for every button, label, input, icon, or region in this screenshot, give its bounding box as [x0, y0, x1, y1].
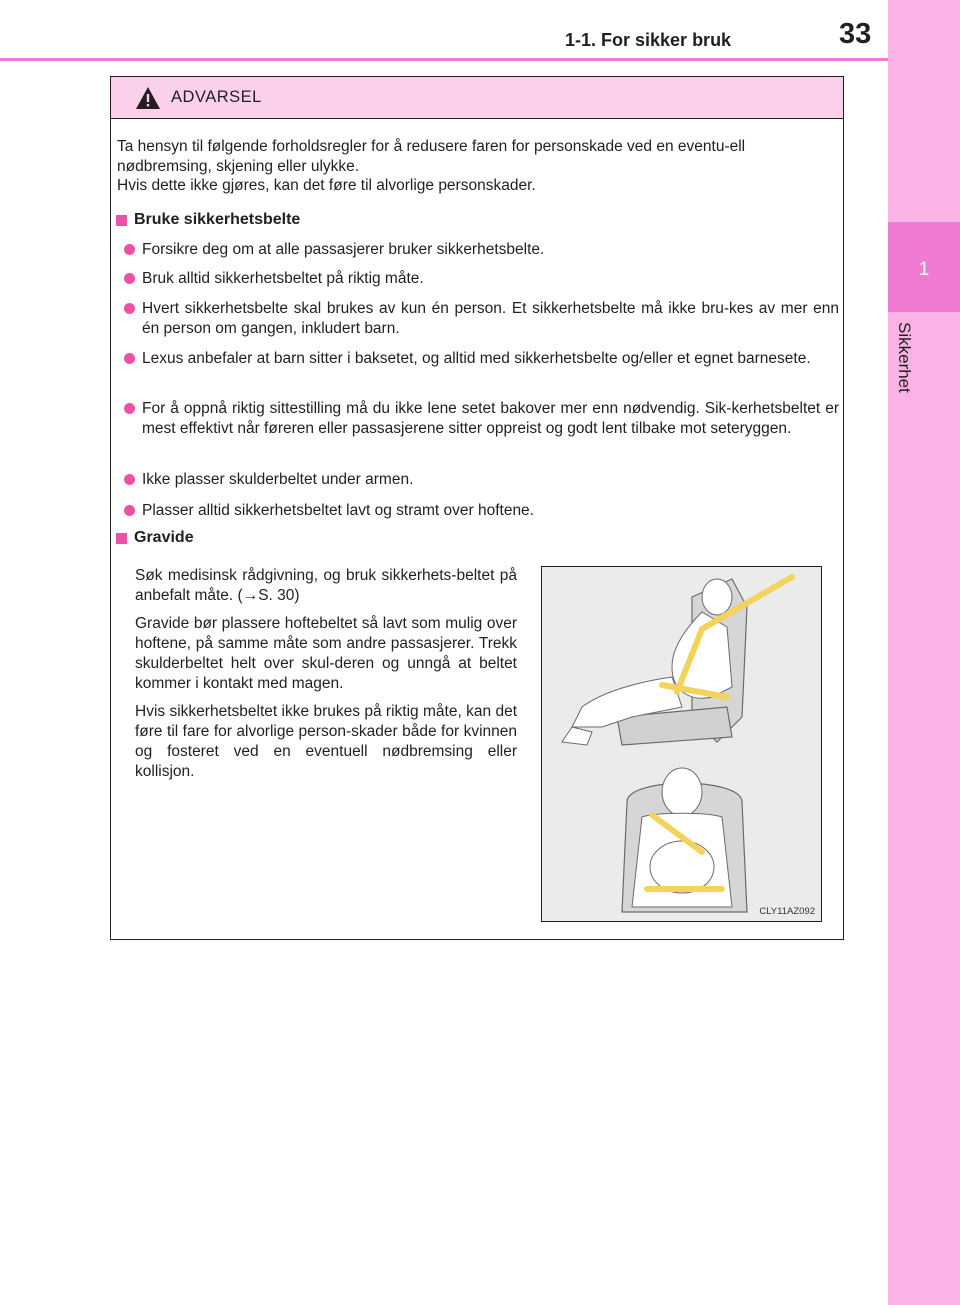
list-item — [124, 349, 839, 369]
list-item-text: Plasser alltid sikkerhetsbeltet lavt og stramt over hoftene. — [142, 502, 534, 519]
list-item-text: For å oppnå riktig sittestilling må du ikke lene setet bakover mer enn nødvendig. Sik-kerhetsbeltet er mest effektivt når føreren eller passasjerene sitter oppreist og godt lent tilbake mot seteryggen. — [142, 400, 839, 437]
bullet-dot-icon — [124, 474, 135, 485]
header-divider — [0, 58, 888, 61]
list-item-text: Bruk alltid sikkerhetsbeltet på riktig måte. — [142, 270, 424, 287]
list-item — [124, 299, 839, 338]
intro-paragraph-2: Hvis dette ikke gjøres, kan det føre til alvorlige personskader. — [117, 177, 536, 194]
list-item — [124, 269, 839, 289]
square-bullet-icon — [116, 215, 127, 226]
bullet-dot-icon — [124, 273, 135, 284]
chapter-number: 1 — [918, 259, 930, 280]
chapter-side-tab — [888, 0, 960, 1305]
intro-paragraph: Ta hensyn til følgende forholdsregler for å redusere faren for personskade ved en eventu-ell nødbremsing, skjening eller ulykke. — [117, 138, 746, 175]
bullet-dot-icon — [124, 244, 135, 255]
image-code: CLY11AZ092 — [759, 906, 815, 917]
list-item — [124, 470, 839, 490]
bullet-dot-icon — [124, 505, 135, 516]
chapter-number-block — [888, 222, 960, 312]
warning-title: ADVARSEL — [171, 88, 262, 106]
pregnant-paragraph: Søk medisinsk rådgivning, og bruk sikkerhets-beltet på anbefalt måte. (→S. 30) — [135, 567, 517, 604]
seatbelt-drawing — [542, 567, 822, 922]
list-item-text: Hvert sikkerhetsbelte skal brukes av kun én person. Et sikkerhetsbelte må ikke bru-kes av mer enn én person om gangen, inkludert barn. — [142, 300, 839, 337]
bullet-dot-icon — [124, 403, 135, 414]
page-header-title: 1-1. For sikker bruk — [565, 30, 732, 50]
list-item — [124, 399, 839, 438]
bullet-dot-icon — [124, 303, 135, 314]
section-heading-text: Bruke sikkerhetsbelte — [134, 211, 301, 228]
bullet-dot-icon — [124, 353, 135, 364]
warning-intro — [117, 137, 839, 196]
warning-triangle-icon — [135, 86, 161, 110]
square-bullet-icon — [116, 533, 127, 544]
section-label: Sikkerhet — [895, 322, 914, 393]
list-item-text: Forsikre deg om at alle passasjerer bruker sikkerhetsbelte. — [142, 241, 545, 258]
page-number: 33 — [839, 18, 872, 50]
section-label-wrap — [895, 322, 942, 422]
list-item-text: Ikke plasser skulderbeltet under armen. — [142, 471, 414, 488]
section-heading-text: Gravide — [134, 529, 194, 546]
section-heading-pregnant — [116, 529, 194, 547]
list-item — [124, 240, 839, 260]
pregnant-paragraph: Gravide bør plassere hoftebeltet så lavt som mulig over hoftene, på samme måte som andre passasjerer. Trekk skulderbeltet helt over skul-deren og unngå at beltet kommer i kontakt med magen. — [135, 615, 517, 692]
warning-box — [110, 76, 844, 940]
pregnant-text-column — [135, 566, 517, 790]
pregnant-seatbelt-illustration — [541, 566, 822, 922]
section-heading-seatbelt — [116, 211, 300, 229]
list-item — [124, 501, 839, 521]
list-item-text: Lexus anbefaler at barn sitter i baksetet, og alltid med sikkerhetsbelte og/eller et egnet barnesete. — [142, 350, 811, 367]
pregnant-paragraph: Hvis sikkerhetsbeltet ikke brukes på riktig måte, kan det føre til fare for alvorlige person-skader både for kvinnen og fosteret ved en eventuell nødbremsing eller kollisjon. — [135, 703, 517, 780]
warning-header — [111, 77, 843, 119]
